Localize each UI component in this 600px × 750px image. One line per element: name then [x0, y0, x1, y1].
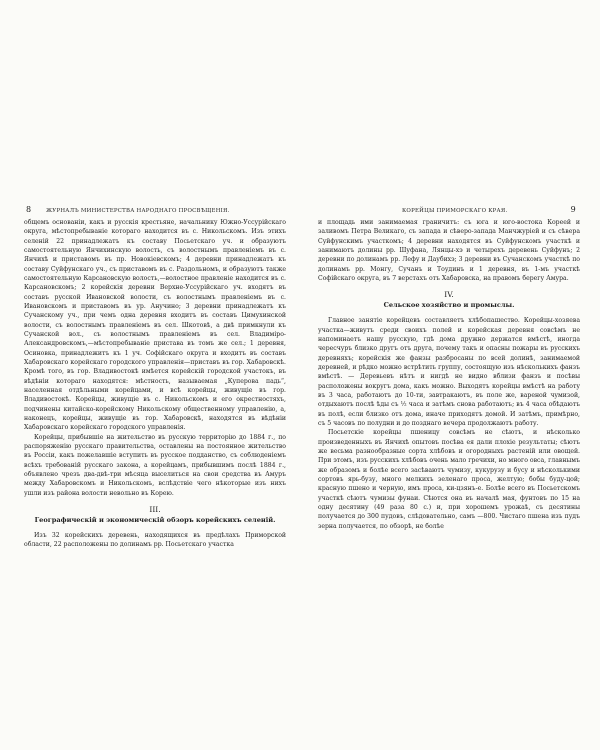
page-number: 8 — [26, 205, 32, 214]
paragraph: Изъ 32 корейскихъ деревень, находящихся въ предѣлахъ Приморской области, 22 расположены по долинамъ рр. Посьетскаго участка — [24, 531, 286, 549]
running-head: ЖУРНАЛЪ МИНИСТЕРСТВА НАРОДНАГО ПРОСВѢЩЕНІЯ. — [46, 208, 230, 214]
section-heading — [318, 290, 580, 310]
right-page-header — [318, 206, 580, 218]
paragraph: Корейцы, прибывшіе на жительство въ русскую территорію до 1884 г., по распоряженію русскаго правительства, оставлены на постоянное жительство въ Россіи, какъ пожелавшіе вступить въ русское подданство, съ соблюденіемъ всѣхъ требованій русскаго закона, а корейцамъ, прибывшимъ послѣ 1884 г., объявлено чрезъ два-двѣ-три мѣсяца выселиться на свои средства въ Амуръ между Хабаровскомъ и Никольскомъ, вслѣдствіе чего нѣкоторые изъ нихъ ушли изъ района волости невольно въ Корею. — [24, 433, 286, 497]
section-heading — [24, 505, 286, 525]
left-page — [24, 206, 286, 550]
paragraph: общемъ основаніи, какъ и русскія крестьяне, начальнику Южно-Уссурійскаго округа, мѣстопребываніе котораго находится въ с. Никольскомъ. Изъ этихъ селеній 22 принадлежатъ къ составу Посьетскаго уч. и образуютъ самостоятельную Янчихинскую волость, съ волостнымъ правленіемъ въ с. Янчихѣ и приставомъ въ пр. Новокіевскомъ; 4 деревни принадлежатъ къ составу Суйфунскаго уч., съ приставомъ въ с. Раздольномъ, и образуютъ также самостоятельную Карсановскую волость,—волостное правленіе находится въ с. Карсановскомъ; 2 корейскія деревни Верхне-Уссурійскаго уч. входятъ въ составъ русской Ивановской волости, съ волостнымъ правленіемъ въ с. Ивановскомъ и приставомъ въ ур. Анучино; 3 деревни принадлежатъ къ Сучанскому уч., при чемъ одна деревня входитъ въ составъ Цимухинской волости, съ волостнымъ правленіемъ въ сел. Шкотовѣ, а двѣ примкнули къ Сучанской вол., съ волостнымъ правленіемъ въ сел. Владиміро-Александровскомъ,—мѣстопребываніе пристава въ томъ же сел.; 1 деревня, Осиновка, принадлежитъ къ 1 уч. Софійскаго округа и входитъ въ составъ Хабаровскаго корейскаго городского управленія—приставъ въ гор. Хабаровскѣ. Кромѣ того, въ гор. Владивостокѣ имѣется корейскій городской участокъ, въ вѣдѣніи котораго находятся: мѣстность, называемая „Куперова падь“, населенная отдѣльными корейцами, и всѣ корейцы, живущіе въ гор. Владивостокѣ. Корейцы, живущіе въ с. Никольскомъ и его окрестностяхъ, подчинены китайско-корейскому Никольскому общественному управленію, а, наконецъ, корейцы, живущіе въ гор. Хабаровскѣ, находятся въ вѣдѣніи Хабаровскаго корейскаго городского управленія. — [24, 219, 286, 432]
running-head: КОРЕЙЦЫ ПРИМОРСКАГО КРАЯ. — [402, 208, 508, 214]
left-page-body — [24, 218, 286, 550]
paragraph: Главное занятіе корейцевъ составляетъ хлѣбопашество. Корейцы-хозяева участка—живутъ среди своихъ полей и корейская деревня совсѣмъ не напоминаетъ нашу русскую, гдѣ дома дружно держатся вмѣстѣ, иногда чересчуръ близко другъ отъ друга, почему такъ и опасны пожары въ русскихъ деревняхъ; корейскія же фанзы разбросаны по всей долинѣ, занимаемой деревней, и рѣдко можно встрѣтить группу, состоящую изъ нѣсколькихъ фанзъ вмѣстѣ. — Деревьевъ нѣтъ и нигдѣ не видно вблизи фанзъ и посѣвы расположены вокругъ дома, какъ можно. Выходятъ корейцы вмѣстѣ на работу въ 3 часа, работаютъ до 10-ти, завтракаютъ, въ поле же, вареной чумизой, отдыхаютъ послѣ ѣды съ ½ часа и затѣмъ снова работаютъ; въ 4 часа обѣдаютъ въ полѣ, если близко отъ дома, иначе приходятъ домой. И затѣмъ, примѣрно, съ 5 часовъ по полудни и до позднаго вечера продолжаютъ работу. — [318, 317, 580, 427]
section-number: III. — [149, 504, 161, 514]
paragraph: и площадь ими занимаемая граничитъ: съ юга и юго-востока Кореей и заливомъ Петра Великаго, съ запада и сѣверо-запада Манчжуріей и съ сѣвера Суйфунскимъ участкомъ; 4 деревни находятся въ Суйфунскомъ участкѣ и занимаютъ долины рр. Шуфана, Лянцы-хэ и четырехъ деревень Суйфунъ; 2 деревни по долинамъ рр. Лефу и Даубихэ; 3 деревни въ Сучанскомъ участкѣ по долинамъ рр. Монгу, Сучанъ и Тоудинъ и 1 деревня, въ 1-мъ участкѣ Софійскаго округа, въ 7 верстахъ отъ Хабаровска, на правомъ берегу Амура. — [318, 219, 580, 282]
section-title: Сельское хозяйство и промыслы. — [383, 301, 515, 310]
paragraph: Посьетскіе корейцы пшеницу совсѣмъ не сѣютъ, и нѣсколько произведенныхъ въ Янчихѣ опытовъ посѣва ея дали плохіе результаты; сѣютъ же весьма разнообразные сорта хлѣбовъ и огородныхъ растеній или овощей. При этомъ, изъ русскихъ хлѣбовъ очень мало гречихи, но много овса, главнымъ же образомъ и болѣе всего засѣваютъ чумизу, кукурузу и бусу и нѣсколькими сортовъ ярь-бузу, много мелкихъ зеленаго проса, желтую; бобы буду-цой; красную пшено и черную, имъ проса, ки-цзянъ-е. Болѣе всего въ Посьетскомъ участкѣ сѣютъ чумизы фунаи. Сѣются она въ началѣ мая, фунтовъ по 15 на одну десятину (49 раза 80 с.) и, при хорошемъ урожаѣ, съ десятины получается до 300 пудовъ, слѣдовательно, самъ —800. Чистаго пшена изъ пудъ зерна получается, по обзорѣ, не болѣе — [318, 429, 580, 530]
right-page-body — [318, 218, 580, 531]
left-page-header — [24, 206, 286, 218]
section-number: IV. — [444, 290, 454, 300]
page-number: 9 — [570, 205, 576, 214]
section-title: Географическій и экономическій обзоръ корейскихъ селеній. — [34, 515, 276, 524]
right-page — [318, 206, 580, 531]
